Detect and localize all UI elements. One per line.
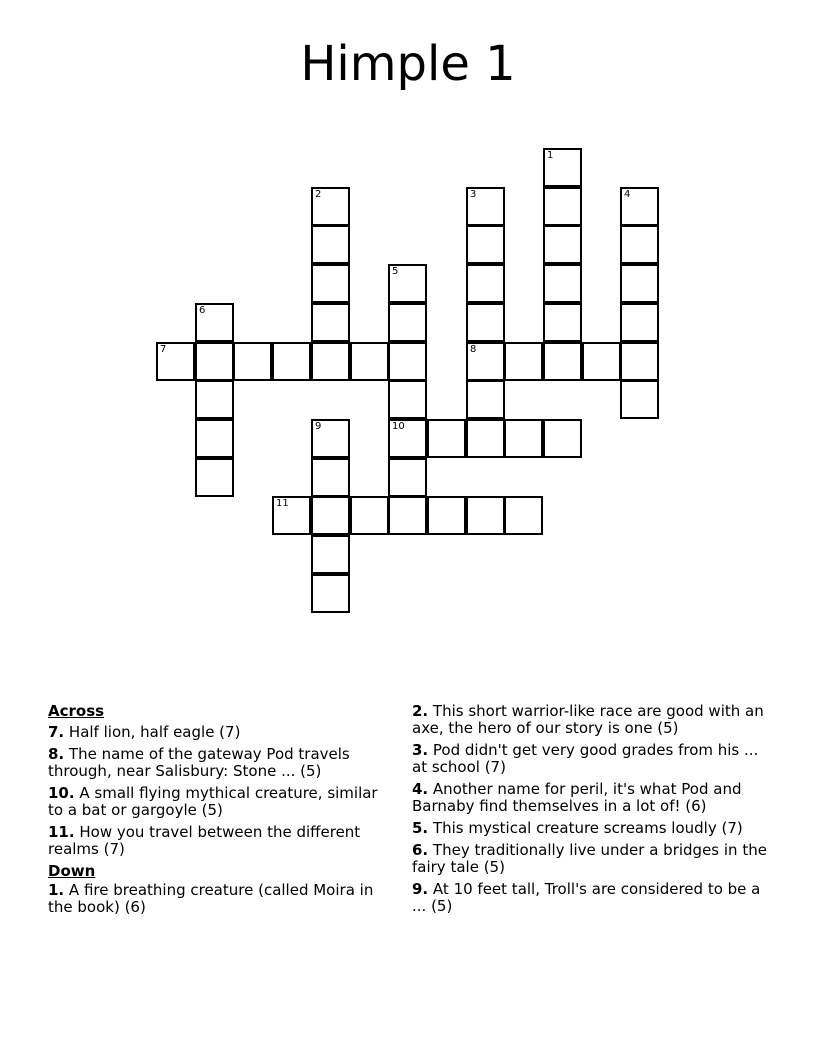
crossword-cell[interactable] — [504, 496, 543, 535]
crossword-cell[interactable] — [543, 419, 582, 458]
clue-text: They traditionally live under a bridges in the fairy tale (5) — [412, 841, 767, 876]
crossword-cell[interactable] — [466, 225, 505, 264]
cell-number: 9 — [315, 421, 322, 432]
clue-across-7 — [48, 724, 393, 741]
crossword-cell[interactable] — [388, 342, 427, 381]
clue-text: Half lion, half eagle (7) — [68, 723, 241, 741]
clue-across-8 — [48, 746, 393, 780]
crossword-cell[interactable] — [620, 187, 659, 226]
cell-number: 1 — [547, 150, 554, 161]
crossword-cell[interactable] — [543, 342, 582, 381]
crossword-cell[interactable] — [156, 342, 195, 381]
crossword-cell[interactable] — [311, 574, 350, 613]
crossword-cell[interactable] — [311, 264, 350, 303]
down-heading: Down — [48, 862, 96, 880]
crossword-cell[interactable] — [311, 419, 350, 458]
clue-number: 5. — [412, 819, 429, 837]
crossword-cell[interactable] — [195, 303, 234, 342]
crossword-cell[interactable] — [388, 303, 427, 342]
clue-number: 10. — [48, 784, 75, 802]
crossword-cell[interactable] — [388, 380, 427, 419]
crossword-cell[interactable] — [620, 380, 659, 419]
crossword-cell[interactable] — [620, 303, 659, 342]
clue-text: How you travel between the different realms (7) — [48, 823, 361, 858]
clue-number: 3. — [412, 741, 429, 759]
clue-text: The name of the gateway Pod travels through, near Salisbury: Stone ... (5) — [48, 745, 350, 780]
crossword-cell[interactable] — [195, 419, 234, 458]
crossword-cell[interactable] — [311, 187, 350, 226]
crossword-cell[interactable] — [311, 303, 350, 342]
clue-number: 2. — [412, 702, 429, 720]
crossword-cell[interactable] — [195, 458, 234, 497]
crossword-cell[interactable] — [195, 342, 234, 381]
crossword-cell[interactable] — [233, 342, 272, 381]
clue-number: 4. — [412, 780, 429, 798]
cell-number: 4 — [624, 189, 631, 200]
crossword-cell[interactable] — [311, 535, 350, 574]
crossword-cell[interactable] — [466, 264, 505, 303]
crossword-cell[interactable] — [466, 380, 505, 419]
clues-left-column — [48, 703, 393, 921]
crossword-cell[interactable] — [466, 496, 505, 535]
crossword-cell[interactable] — [543, 148, 582, 187]
crossword-cell[interactable] — [311, 458, 350, 497]
clue-number: 9. — [412, 880, 429, 898]
crossword-cell[interactable] — [427, 419, 466, 458]
crossword-cell[interactable] — [272, 496, 311, 535]
cell-number: 11 — [276, 498, 289, 509]
clue-text: This mystical creature screams loudly (7) — [432, 819, 743, 837]
crossword-cell[interactable] — [350, 342, 389, 381]
clue-text: A fire breathing creature (called Moira in the book) (6) — [48, 881, 374, 916]
cell-number: 7 — [160, 344, 167, 355]
crossword-cell[interactable] — [466, 342, 505, 381]
crossword-cell[interactable] — [466, 187, 505, 226]
clue-number: 8. — [48, 745, 65, 763]
clue-text: This short warrior-like race are good with an axe, the hero of our story is one (5) — [412, 702, 764, 737]
crossword-cell[interactable] — [620, 225, 659, 264]
crossword-cell[interactable] — [311, 225, 350, 264]
crossword-cell[interactable] — [620, 342, 659, 381]
across-heading: Across — [48, 702, 105, 720]
crossword-cell[interactable] — [311, 342, 350, 381]
clue-down-1 — [48, 882, 393, 916]
clue-text: At 10 feet tall, Troll's are considered to be a ... (5) — [412, 880, 761, 915]
cell-number: 10 — [392, 421, 405, 432]
crossword-cell[interactable] — [543, 303, 582, 342]
clue-number: 7. — [48, 723, 65, 741]
crossword-cell[interactable] — [427, 496, 466, 535]
crossword-cell[interactable] — [543, 225, 582, 264]
clue-number: 1. — [48, 881, 65, 899]
crossword-cell[interactable] — [620, 264, 659, 303]
clue-down-9 — [412, 881, 772, 915]
crossword-cell[interactable] — [311, 496, 350, 535]
cell-number: 3 — [470, 189, 477, 200]
crossword-cell[interactable] — [388, 496, 427, 535]
crossword-cell[interactable] — [350, 496, 389, 535]
crossword-cell[interactable] — [466, 419, 505, 458]
clue-text: Pod didn't get very good grades from his ... at school (7) — [412, 741, 759, 776]
clue-number: 6. — [412, 841, 429, 859]
crossword-cell[interactable] — [388, 419, 427, 458]
crossword-cell[interactable] — [504, 342, 543, 381]
clue-down-4 — [412, 781, 772, 815]
cell-number: 2 — [315, 189, 322, 200]
crossword-cell[interactable] — [504, 419, 543, 458]
page-title: Himple 1 — [300, 36, 516, 92]
cell-number: 5 — [392, 266, 399, 277]
crossword-cell[interactable] — [272, 342, 311, 381]
crossword-cell[interactable] — [466, 303, 505, 342]
crossword-cell[interactable] — [388, 264, 427, 303]
clue-down-2 — [412, 703, 772, 737]
cell-number: 6 — [199, 305, 206, 316]
clue-across-11 — [48, 824, 393, 858]
crossword-cell[interactable] — [543, 187, 582, 226]
clue-across-10 — [48, 785, 393, 819]
clue-down-3 — [412, 742, 772, 776]
cell-number: 8 — [470, 344, 477, 355]
crossword-cell[interactable] — [582, 342, 621, 381]
clue-down-5 — [412, 820, 772, 837]
clue-text: Another name for peril, it's what Pod and Barnaby find themselves in a lot of! (6) — [412, 780, 742, 815]
crossword-cell[interactable] — [195, 380, 234, 419]
crossword-cell[interactable] — [388, 458, 427, 497]
clue-number: 11. — [48, 823, 75, 841]
clue-down-6 — [412, 842, 772, 876]
clue-text: A small flying mythical creature, similar to a bat or gargoyle (5) — [48, 784, 378, 819]
crossword-cell[interactable] — [543, 264, 582, 303]
clues-right-column — [412, 703, 772, 920]
